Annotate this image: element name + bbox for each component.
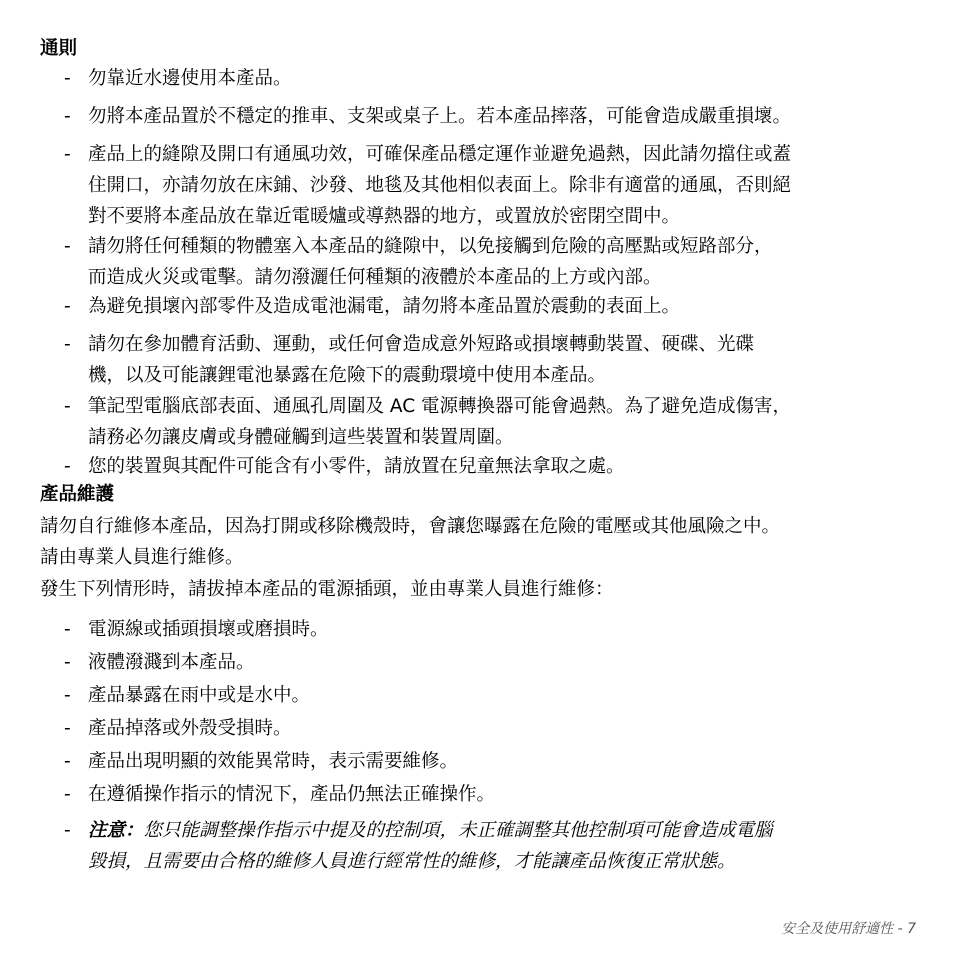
list-bullet: - xyxy=(64,718,71,739)
list-item xyxy=(88,614,918,645)
list-item-line: 產品暴露在雨中或是水中。 xyxy=(88,685,311,706)
list-bullet: - xyxy=(64,106,71,127)
list-item-line: 產品掉落或外殼受損時。 xyxy=(88,718,292,739)
list-item xyxy=(88,391,918,453)
note xyxy=(88,815,918,877)
paragraph-line: 請勿自行維修本產品，因為打開或移除機殼時，會讓您曝露在危險的電壓或其他風險之中。 xyxy=(40,516,781,537)
list-item xyxy=(88,451,918,482)
list-item-line: 勿靠近水邊使用本產品。 xyxy=(88,68,292,89)
note-line xyxy=(88,815,918,846)
list-bullet: - xyxy=(64,296,71,317)
list-item-line: 勿將本產品置於不穩定的推車、支架或桌子上。若本產品摔落，可能會造成嚴重損壞。 xyxy=(88,106,792,127)
list-item-line: 為避免損壞內部零件及造成電池漏電，請勿將本產品置於震動的表面上。 xyxy=(88,296,681,317)
footer-title: 安全及使用舒適性 xyxy=(781,921,894,937)
list-bullet: - xyxy=(64,685,71,706)
list-item-line: 電源線或插頭損壞或磨損時。 xyxy=(88,619,329,640)
list-bullet: - xyxy=(64,68,71,89)
list-bullet: - xyxy=(64,334,71,355)
page-footer xyxy=(781,919,916,939)
list-item xyxy=(88,680,918,711)
list-item xyxy=(88,291,918,322)
list-bullet: - xyxy=(64,236,71,257)
list-item-line: 機，以及可能讓鋰電池暴露在危險下的震動環境中使用本產品。 xyxy=(88,365,607,386)
list-item xyxy=(88,231,918,293)
list-bullet: - xyxy=(64,751,71,772)
paragraph xyxy=(40,574,920,605)
list-item-line: 對不要將本產品放在靠近電暖爐或導熱器的地方，或置放於密閉空間中。 xyxy=(88,206,681,227)
section-heading-general: 通則 xyxy=(40,38,78,59)
list-item-line: 液體潑濺到本產品。 xyxy=(88,652,255,673)
list-item xyxy=(88,139,918,232)
list-bullet: - xyxy=(64,396,71,417)
list-item xyxy=(88,779,918,810)
list-item xyxy=(88,713,918,744)
list-item xyxy=(88,746,918,777)
list-item xyxy=(88,63,918,94)
section-heading-maintenance: 產品維護 xyxy=(40,484,115,505)
list-item xyxy=(88,329,918,391)
list-item-line: 請勿在參加體育活動、運動，或任何會造成意外短路或損壞轉動裝置、硬碟、光碟 xyxy=(88,334,755,355)
list-item xyxy=(88,647,918,678)
list-bullet: - xyxy=(64,619,71,640)
list-item-line: 請務必勿讓皮膚或身體碰觸到這些裝置和裝置周圍。 xyxy=(88,427,514,448)
list-item-line: 而造成火災或電擊。請勿潑灑任何種類的液體於本產品的上方或內部。 xyxy=(88,267,662,288)
list-item-line: 產品上的縫隙及開口有通風功效，可確保產品穩定運作並避免過熱，因此請勿擋住或蓋 xyxy=(88,144,792,165)
list-bullet: - xyxy=(64,784,71,805)
page-number: 7 xyxy=(907,921,916,937)
note-label: 注意： xyxy=(88,820,144,841)
list-item xyxy=(88,101,918,132)
list-bullet: - xyxy=(64,820,71,841)
paragraph-line: 發生下列情形時，請拔掉本產品的電源插頭，並由專業人員進行維修： xyxy=(40,579,614,600)
list-item-line: 在遵循操作指示的情況下，產品仍無法正確操作。 xyxy=(88,784,496,805)
list-bullet: - xyxy=(64,456,71,477)
paragraph-line: 請由專業人員進行維修。 xyxy=(40,547,244,568)
list-item-line: 住開口，亦請勿放在床鋪、沙發、地毯及其他相似表面上。除非有適當的通風，否則絕 xyxy=(88,175,792,196)
list-bullet: - xyxy=(64,652,71,673)
list-item-line: 筆記型電腦底部表面、通風孔周圍及 AC 電源轉換器可能會過熱。為了避免造成傷害， xyxy=(88,396,792,417)
paragraph xyxy=(40,511,920,573)
list-item-line: 產品出現明顯的效能異常時，表示需要維修。 xyxy=(88,751,459,772)
note-text: 您只能調整操作指示中提及的控制項，未正確調整其他控制項可能會造成電腦 xyxy=(143,820,773,841)
list-item-line: 請勿將任何種類的物體塞入本產品的縫隙中，以免接觸到危險的高壓點或短路部分， xyxy=(88,236,773,257)
footer-separator: - xyxy=(893,921,908,937)
note-line: 毀損，且需要由合格的維修人員進行經常性的維修，才能讓產品恢復正常狀態。 xyxy=(88,851,736,872)
list-bullet: - xyxy=(64,144,71,165)
list-item-line: 您的裝置與其配件可能含有小零件，請放置在兒童無法拿取之處。 xyxy=(88,456,625,477)
